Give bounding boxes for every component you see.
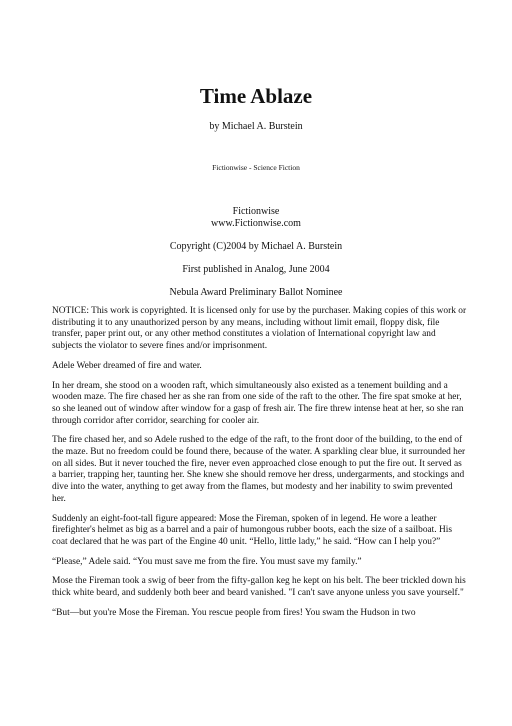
publisher-line: Fictionwise - Science Fiction (212, 163, 300, 172)
story-paragraph: “But—but you're Mose the Fireman. You rescue people from fires! You swam the Hudson in two (52, 607, 416, 618)
copyright-line: Copyright (C)2004 by Michael A. Burstein (169, 241, 343, 252)
first-published-line: First published in Analog, June 2004 (182, 264, 330, 275)
author-line: by Michael A. Burstein (209, 121, 303, 132)
front-matter (0, 206, 512, 299)
notice-paragraph: NOTICE: This work is copyrighted. It is licensed only for use by the purchaser. Making copies of this work or distributing it to any unauthorized person by any means, including without limit email, floppy disk, file transfer, paper print out, or any other method constitutes a violation of International copyright law and subjects the violator to severe fines and/or imprisonment. (52, 306, 467, 352)
publisher-name: Fictionwise (232, 206, 280, 217)
publisher-url: www.Fictionwise.com (211, 218, 301, 229)
story-paragraph: Suddenly an eight-foot-tall figure appeared: Mose the Fireman, spoken of in legend. He wore a leather firefighter's helmet as big as a barrel and a pair of humongous rubber boots, each the size of a sailboat. His coat declared that he was part of the Engine 40 unit. “Hello, little lady,” he said. “How can I help you?” (52, 513, 452, 547)
story-paragraph: Mose the Fireman took a swig of beer from the fifty-gallon keg he kept on his belt. The beer trickled down his thick white beard, and suddenly both beer and beard vanished. "I can't save anyone unless you save yourself." (52, 576, 466, 599)
story-paragraph: The fire chased her, and so Adele rushed to the edge of the raft, to the front door of the building, to the end of the maze. But no freedom could be found there, because of the water. A sparkling clear blue, it surrounded her on all sides. But it never touched the fire, never even approached close enough to put the fire out. It served as a barrier, trapping her, taunting her. She knew she should remove her dress, undergarments, and stockings and dive into the water, anything to get away from the flames, but modesty and her inability to swim prevented her. (52, 435, 466, 504)
story-paragraph: Adele Weber dreamed of fire and water. (52, 360, 202, 371)
body-text (52, 306, 468, 627)
award-line: Nebula Award Preliminary Ballot Nominee (169, 287, 343, 298)
story-paragraph: “Please,” Adele said. “You must save me from the fire. You must save my family.” (52, 556, 362, 567)
document-title: Time Ablaze (199, 84, 313, 108)
story-paragraph: In her dream, she stood on a wooden raft, which simultaneously also existed as a tenement building and a wooden maze. The fire chased her as she ran from one side of the raft to the other. The fire spat smoke at her, so she leaned out of window after window for a gasp of fresh air. The fire threw intense heat at her, so she ran through corridor after corridor, searching for cooler air. (52, 380, 464, 426)
